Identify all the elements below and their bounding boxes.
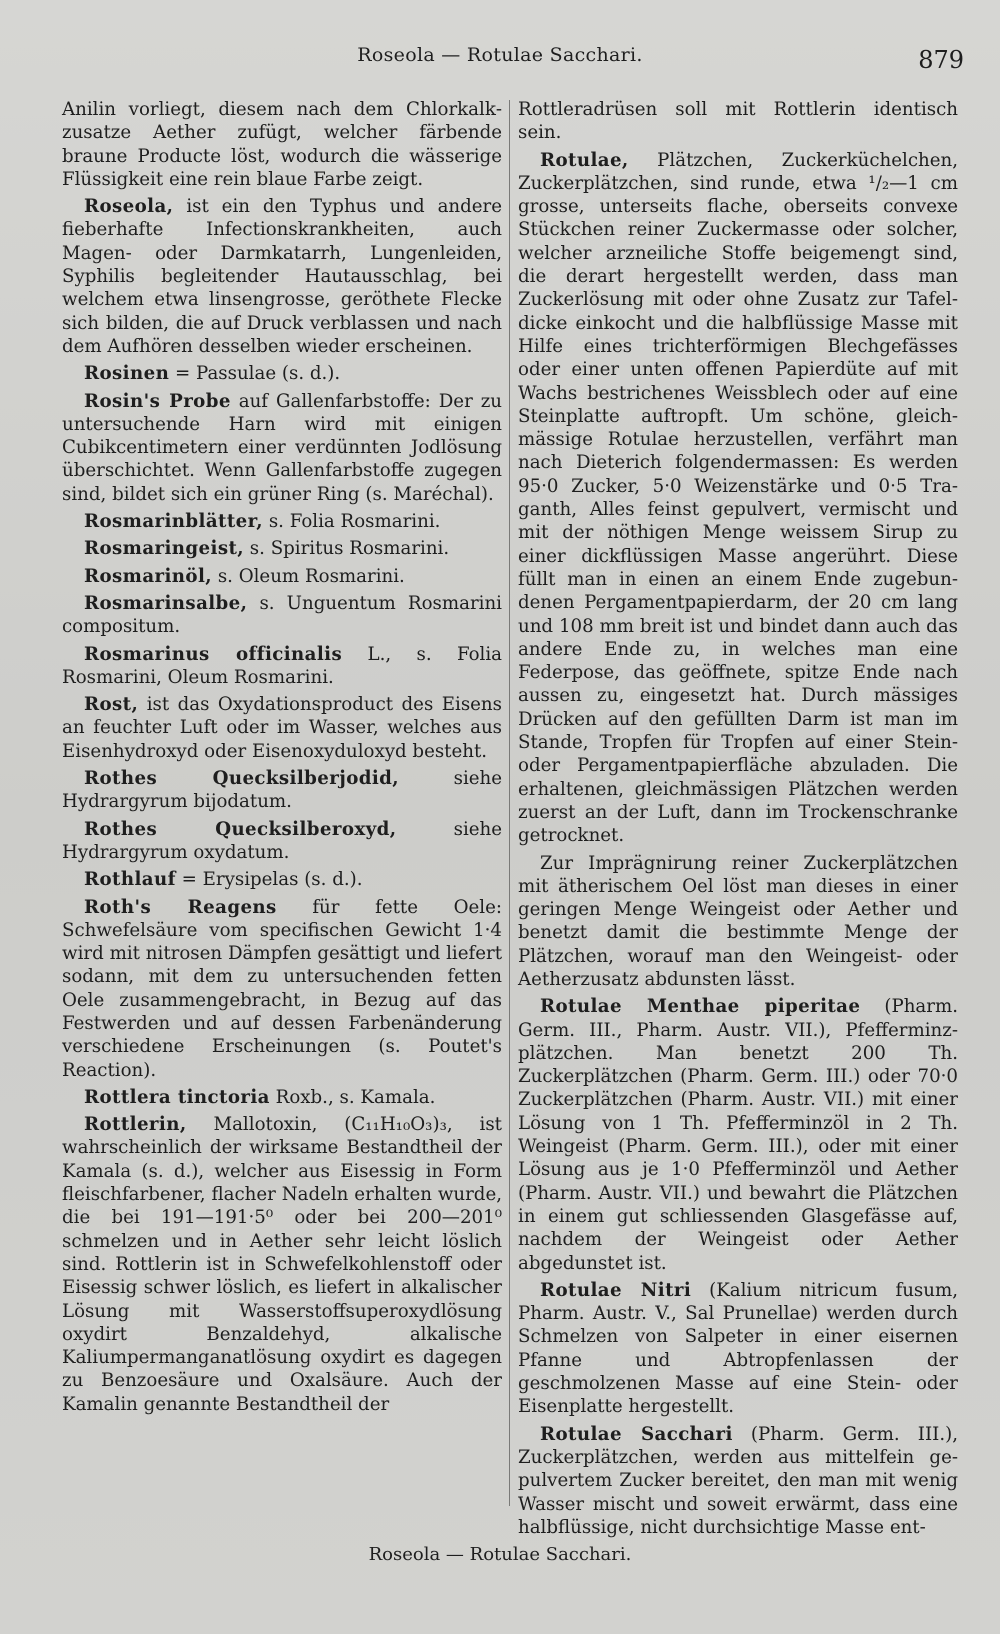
entry-headword: Roseola,: [84, 196, 174, 218]
column-divider: [509, 100, 510, 1506]
paragraph: Zur Imprägnirung reiner Zuckerplätzchen mit ätherischem Oel löst man dieses in einer geringen Menge Weingeist oder Aether und benetzt damit die bestimmte Menge der Plätzchen, worauf man den Weingeist- oder Aetherzusatz abdunsten lässt.: [518, 852, 958, 990]
running-head: Roseola — Rotulae Sacchari.: [357, 44, 643, 66]
dictionary-entry: Rotulae Menthae piperitae (Pharm. Germ. III., Pharm. Austr. VII.), Pfefferminzplätzchen. Man benetzt 200 Th. Zuckerplätzchen (Pharm. Germ. III.) oder 70·0 Zuckerplätzchen (Pharm. Austr. VII.) mit einer Lösung von 1 Th. Pfefferminzöl in 2 Th. Weingeist (Pharm. Germ. III.), oder mit einer Lösung aus je 1·0 Pfefferminzöl und Aether (Pharm. Austr. VII.) und bewahrt die Plätzchen in einem gut schliessenden Glasgefässe auf, nachdem der Weingeist oder Aether abgedunstet ist.: [518, 996, 958, 1274]
entry-headword: Rotulae Sacchari: [540, 1423, 733, 1445]
dictionary-entry: Rottlera tinctoria Roxb., s. Kamala.: [84, 1086, 436, 1108]
dictionary-entry: Roseola, ist ein den Typhus und andere fieberhafte Infectionskrankheiten, auch Magen- oder Darmkatarrh, Lungenleiden, Syphilis begleitender Hautausschlag, bei welchem etwa linsengrosse, geröthete Flecke sich bilden, die auf Druck verblassen und nach dem Aufhören desselben wieder erscheinen.: [62, 196, 502, 357]
dictionary-entry: Anilin vorliegt, diesem nach dem Chlorkalkzusatze Aether zufügt, welcher färbende braune Producte löst, wodurch die wässerige Flüssigkeit eine rein blaue Farbe zeigt.: [62, 99, 502, 190]
dictionary-entry: Rosmarinblätter, s. Folia Rosmarini.: [84, 511, 441, 533]
entry-headword: Rottlera tinctoria: [84, 1086, 270, 1108]
entry-headword: Rotulae Nitri: [540, 1279, 692, 1301]
left-column: [62, 98, 502, 1420]
page-number: 879: [918, 46, 964, 74]
right-column: [518, 98, 958, 1543]
entry-headword: Roth's Reagens: [84, 896, 277, 918]
dictionary-entry: Rosinen = Passulae (s. d.).: [84, 363, 341, 385]
dictionary-entry: Rotulae, Plätzchen, Zuckerküchelchen, Zuckerplätzchen, sind runde, etwa ¹/₂—1 cm grosse, unterseits flache, oberseits convexe Stückchen reiner Zuckermasse oder solcher, welcher arzneiliche Stoffe beigemengt sind, die derart hergestellt werden, dass man Zuckerlösung mit oder ohne Zusatz zur Tafeldicke einkocht und die halbflüssige Masse mit Hilfe eines trichterförmigen Blechgefässes oder einer unten offenen Papierdüte auf mit Wachs bestrichenes Weissblech oder auf eine Steinplatte auftropft. Um schöne, gleichmässige Rotulae herzustellen, verfährt man nach Dieterich folgendermassen: Es werden 95·0 Zucker, 5·0 Weizenstärke und 0·5 Traganth, Alles feinst gepulvert, vermischt und mit der nöthigen Menge weissem Sirup zu einer dickflüssigen Masse angerührt. Diese füllt man in einen an einem Ende zugebundenen Pergamentpapierdarm, der 20 cm lang und 108 mm breit ist und bindet dann auch das andere Ende zu, in welches man eine Federpose, das geöffnete, spitze Ende nach aussen zu, eingesetzt hat. Durch mässiges Drücken auf den gefüllten Darm ist man im Stande, Tropfen für Tropfen auf einer Stein- oder Pergamentpapierfläche abzuladen. Die erhaltenen, gleichmässigen Plätzchen werden zuerst an der Luft, dann im Trockenschranke getrocknet.: [518, 149, 958, 847]
entry-headword: Rosmaringeist,: [84, 538, 244, 560]
page-footer: Roseola — Rotulae Sacchari.: [368, 1544, 632, 1565]
entry-headword: Rothes Quecksilberjodid,: [84, 768, 400, 790]
dictionary-entry: Rost, ist das Oxydationsproduct des Eisens an feuchter Luft oder im Wasser, welches aus Eisenhydroxyd oder Eisenoxyduloxyd besteht.: [62, 694, 502, 762]
dictionary-entry: Rottlerin, Mallotoxin, (C₁₁H₁₀O₃)₃, ist wahrscheinlich der wirksame Bestandtheil der Kamala (s. d.), welcher aus Eisessig in Form fleischfarbener, flacher Nadeln erhalten wurde, die bei 191—191·5⁰ oder bei 200—201⁰ schmelzen und in Aether sehr leicht löslich sind. Rottlerin ist in Schwefelkohlenstoff oder Eisessig schwer löslich, es liefert in alkalischer Lösung mit Wasserstoffsuperoxydlösung oxydirt Benzaldehyd, alkalische Kaliumpermanganatlösung oxydirt es dagegen zu Benzoesäure und Oxalsäure. Auch der Kamalin genannte Bestandtheil der: [62, 1114, 502, 1415]
entry-headword: Rotulae Menthae piperitae: [540, 996, 861, 1018]
entry-headword: Rosmarinöl,: [84, 565, 213, 587]
entry-headword: Rosmarinus officinalis: [84, 643, 343, 665]
dictionary-entry: Rosin's Probe auf Gallenfarbstoffe: Der zu untersuchende Harn wird mit einigen Cubikcentimetern einer verdünnten Jodlösung überschichtet. Wenn Gallenfarbstoffe zugegen sind, bildet sich ein grüner Ring (s. Maréchal).: [62, 390, 502, 505]
dictionary-entry: Rotulae Sacchari (Pharm. Germ. III.), Zuckerplätzchen, werden aus mittelfein gepulvertem Zucker bereitet, den man mit wenig Wasser mischt und soweit erwärmt, dass eine halbflüssige, nicht durchsichtige Masse ent-: [518, 1423, 958, 1538]
entry-headword: Rosmarinblätter,: [84, 511, 264, 533]
entry-headword: Rotulae,: [540, 149, 629, 171]
dictionary-entry: Rotulae Nitri (Kalium nitricum fusum, Pharm. Austr. V., Sal Prunellae) werden durch Schmelzen von Salpeter in einer eisernen Pfanne und Abtropfenlassen der geschmolzenen Masse auf eine Stein- oder Eisenplatte hergestellt.: [518, 1279, 958, 1418]
dictionary-entry: Rothes Quecksilberoxyd, siehe Hydrargyrum oxydatum.: [62, 818, 502, 863]
entry-headword: Rosinen: [84, 363, 170, 385]
dictionary-entry: Roth's Reagens für fette Oele: Schwefelsäure vom specifischen Gewicht 1·4 wird mit nitrosen Dämpfen gesättigt und liefert sodann, mit dem zu untersuchenden fetten Oele zusammengebracht, in Bezug auf das Festwerden und auf dessen Farbenänderung verschiedene Erscheinungen (s. Poutet's Reaction).: [62, 896, 502, 1081]
dictionary-entry: Rosmarinöl, s. Oleum Rosmarini.: [84, 565, 405, 587]
dictionary-entry: Rosmarinsalbe, s. Unguentum Rosmarini compositum.: [62, 592, 502, 638]
dictionary-entry: Rosmaringeist, s. Spiritus Rosmarini.: [84, 538, 450, 560]
dictionary-entry: Rothlauf = Erysipelas (s. d.).: [84, 869, 363, 891]
entry-headword: Rost,: [84, 694, 139, 716]
entry-headword: Rothes Quecksilberoxyd,: [84, 818, 397, 840]
entry-headword: Rosin's Probe: [84, 390, 231, 412]
dictionary-entry: Rothes Quecksilberjodid, siehe Hydrargyrum bijodatum.: [62, 768, 502, 813]
dictionary-entry: Rottleradrüsen soll mit Rottlerin identisch sein.: [518, 99, 958, 144]
entry-headword: Rottlerin,: [84, 1114, 187, 1136]
entry-headword: Rothlauf: [84, 869, 176, 891]
entry-headword: Rosmarinsalbe,: [84, 592, 248, 614]
dictionary-entry: Rosmarinus officinalis L., s. Folia Rosmarini, Oleum Rosmarini.: [62, 643, 503, 688]
